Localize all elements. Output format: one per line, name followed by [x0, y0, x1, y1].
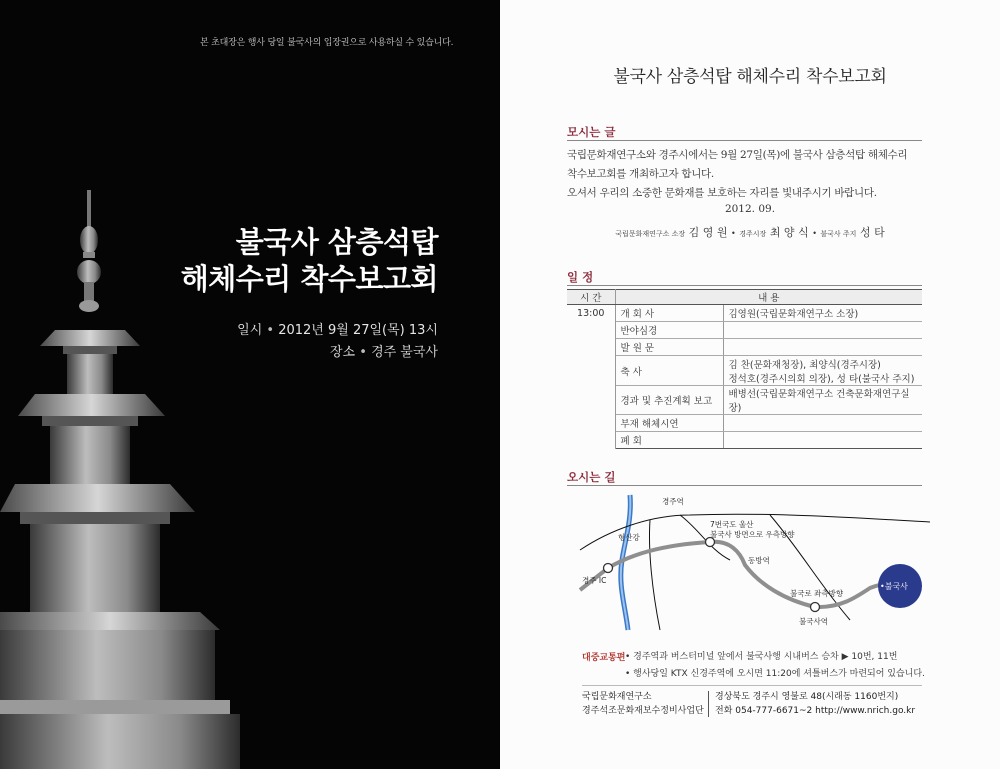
details-line: 정석호(경주시의회 의장), 성 타(불국사 주지) — [728, 373, 915, 385]
map-label-station: 경주역 — [662, 497, 684, 506]
contact-text: 전화 054-777-6671~2 http://www.nrich.go.kr — [715, 706, 916, 716]
table-row — [567, 322, 922, 339]
cover-title-line2: 해체수리 착수보고회 — [180, 262, 438, 296]
signer-title: 경주시장 — [739, 230, 767, 238]
ic-marker — [604, 564, 613, 573]
place-label: 장소 — [329, 345, 356, 360]
footer-divider — [582, 685, 922, 686]
date-label: 일시 — [237, 323, 263, 338]
address-text: 경상북도 경주시 영불로 48(시래동 1160번지) — [715, 692, 899, 702]
map-label-bulguksa-station: 불국사역 — [799, 617, 828, 626]
greeting-line: 오셔서 우리의 소중한 문화재를 보호하는 자리를 빛내주시기 바랍니다. — [567, 187, 877, 199]
details-cell — [723, 356, 922, 386]
map-label-ic: 경주 IC — [582, 576, 607, 585]
map-label-destination: •불국사 — [880, 582, 908, 591]
bullet: • — [266, 323, 275, 338]
map-label-route7: 불국사 방면으로 우측방향 — [710, 530, 795, 539]
program-cell: 반야심경 — [615, 322, 723, 339]
footer-organizers — [582, 690, 704, 718]
cover-place-line — [237, 342, 438, 364]
section-divider — [567, 485, 922, 486]
map-label-route7: 7번국도 울산 — [710, 520, 754, 529]
schedule-table — [567, 289, 922, 449]
details-cell — [723, 339, 922, 356]
transit-line: • 행사당일 KTX 신경주역에 오시면 11:20에 셔틀버스가 마련되어 있습니다. — [625, 669, 925, 679]
program-cell: 개 회 사 — [615, 305, 723, 322]
map-label-turn: 불국로 좌측방향 — [790, 589, 844, 598]
details-cell: 김영원(국립문화재연구소 소장) — [723, 305, 922, 322]
signatories — [500, 224, 1000, 240]
signer-title: 불국사 주지 — [820, 230, 857, 238]
invitation-title: 불국사 삼층석탑 해체수리 착수보고회 — [613, 67, 887, 87]
transit-label: 대중교통편 — [582, 653, 626, 663]
route-road — [580, 542, 915, 607]
program-cell: 발 원 문 — [615, 339, 723, 356]
signer-name: 김 영 원 — [688, 226, 728, 239]
col-content-header: 내 용 — [615, 290, 922, 305]
signer-name: 최 양 식 — [769, 226, 809, 239]
details-cell — [723, 432, 922, 449]
details-cell — [723, 415, 922, 432]
separator: • — [812, 229, 817, 238]
greeting-heading: 모시는 글 — [567, 125, 616, 139]
table-header-row — [567, 290, 922, 305]
program-cell: 폐 회 — [615, 432, 723, 449]
details-cell — [723, 322, 922, 339]
signer-name: 성 타 — [859, 226, 885, 239]
map-label-river: 형산강 — [618, 533, 640, 542]
table-row — [567, 415, 922, 432]
table-row — [567, 386, 922, 415]
cover-title — [181, 224, 438, 298]
railway-line — [649, 520, 660, 630]
place-value: 경주 불국사 — [371, 345, 438, 360]
table-row — [567, 339, 922, 356]
directions-heading: 오시는 길 — [567, 470, 616, 484]
footer-separator — [708, 691, 709, 717]
invitation-panel — [500, 0, 1000, 769]
cover-event-info — [237, 320, 438, 364]
bullet: • — [359, 345, 367, 360]
greeting-line: 국립문화재연구소와 경주시에서는 9월 27일(목)에 불국사 삼층석탑 해체수리 — [567, 149, 908, 161]
table-row — [567, 432, 922, 449]
invitation-date: 2012. 09. — [724, 203, 776, 215]
section-divider — [567, 140, 922, 141]
transit-info — [625, 649, 925, 683]
program-cell: 경과 및 추진계획 보고 — [615, 386, 723, 415]
footer-contact — [715, 690, 915, 718]
table-row — [567, 305, 922, 322]
separator: • — [731, 229, 736, 238]
organizer-name: 국립문화재연구소 — [582, 692, 652, 702]
greeting-text — [567, 146, 927, 203]
program-cell: 축 사 — [615, 356, 723, 386]
date-value: 2012년 9월 27일(목) 13시 — [278, 323, 438, 338]
cover-date-line — [237, 320, 438, 342]
signer-title: 국립문화재연구소 소장 — [615, 230, 686, 238]
cover-title-line1: 불국사 삼층석탑 — [235, 225, 438, 259]
program-cell: 부재 해체시연 — [615, 415, 723, 432]
transit-line: • 경주역과 버스터미널 앞에서 불국사행 시내버스 승차 ▶ 10번, 11번 — [625, 652, 898, 662]
directions-map — [570, 490, 930, 635]
details-cell: 배병선(국립문화재연구소 건축문화재연구실장) — [723, 386, 922, 415]
schedule-heading: 일 정 — [567, 270, 594, 284]
time-cell: 13:00 — [567, 305, 615, 449]
greeting-line: 착수보고회를 개최하고자 합니다. — [567, 168, 714, 180]
admission-notice: 본 초대장은 행사 당일 불국사의 입장권으로 사용하실 수 있습니다. — [200, 38, 454, 48]
section-divider — [567, 285, 922, 286]
map-label-dongbang: 동방역 — [748, 556, 770, 565]
details-line: 김 찬(문화재청장), 최양식(경주시장) — [728, 359, 881, 371]
col-time-header: 시 간 — [567, 290, 615, 305]
organizer-name: 경주석조문화재보수정비사업단 — [582, 706, 704, 716]
table-row — [567, 356, 922, 386]
turn-marker — [811, 603, 820, 612]
